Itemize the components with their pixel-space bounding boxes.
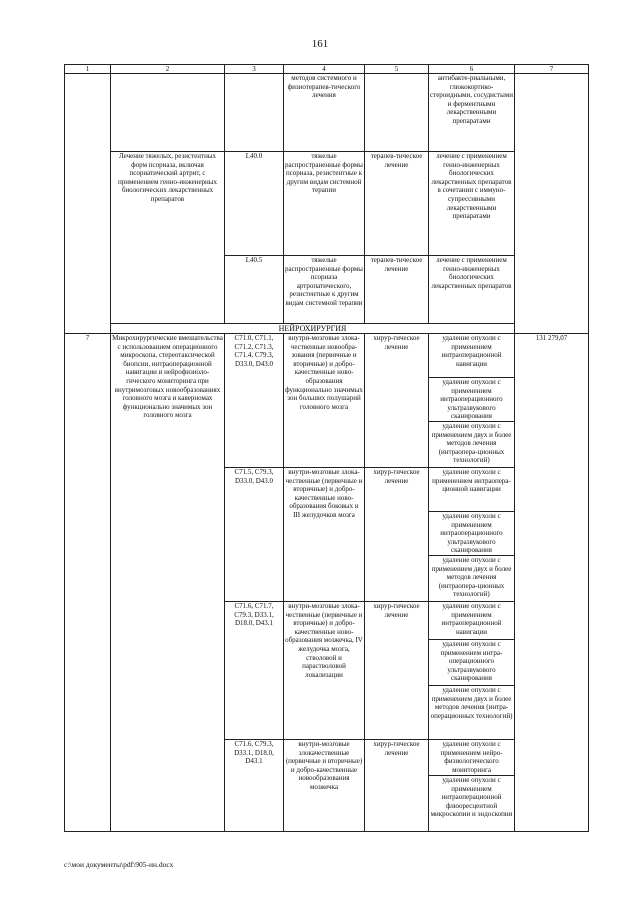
page-number: 161 bbox=[311, 38, 329, 50]
treatment-type: хирур-гическое лечение bbox=[365, 334, 429, 468]
table-row bbox=[65, 152, 589, 256]
method-cell: удаление опухоли с применением интра-операционного ультразвукового сканирования bbox=[429, 640, 515, 686]
icd-codes: C71.0, C71.1, C71.2, C71.3, C71.4, C79.3, D33.0, D43.0 bbox=[225, 334, 284, 468]
treatment-table bbox=[64, 64, 589, 832]
row-number: 7 bbox=[65, 334, 111, 832]
section-title: НЕЙРОХИРУРГИЯ bbox=[111, 324, 515, 334]
icd-codes: C71.5, C79.3, D33.0, D43.0 bbox=[225, 468, 284, 602]
treatment-type: терапев-тическое лечение bbox=[365, 256, 429, 324]
empty-cell bbox=[111, 74, 225, 152]
column-number: 1 bbox=[65, 65, 111, 74]
table-row bbox=[65, 74, 589, 152]
icd-codes: C71.6, C71.7, C79.3, D33.1, D18.0, D43.1 bbox=[225, 602, 284, 740]
method-cell: антибакте-риальными, глюкокортико-стероидными, сосудистыми и ферментными лекарственными препаратами bbox=[429, 74, 515, 152]
empty-cell bbox=[225, 74, 284, 152]
empty-cell bbox=[365, 74, 429, 152]
icd-codes: L40.5 bbox=[225, 256, 284, 324]
model-cell: внутри-мозговые злока-чественные (первичные и вторичные) и добро-качественные ново-образования боковых и III желудочков мозга bbox=[284, 468, 365, 602]
method-cell: удаление опухоли с применением двух и более методов лечения (интраопера-ционных технологий) bbox=[429, 556, 515, 602]
model-cell: тяжелые распространенные формы псориаза, резистентные к другим видам системной терапии bbox=[284, 152, 365, 256]
model-cell: тяжелые распространенные формы псориаза артропатического, резистентные к другим видам системной терапии bbox=[284, 256, 365, 324]
column-number: 6 bbox=[429, 65, 515, 74]
method-cell: удаление опухоли с применением нейро-физиологического мониторинга bbox=[429, 740, 515, 776]
model-cell: внутри-мозговые злока-чественные новообра-зования (первичные и вторичные) и добро-качественные ново-образования функционально значимых зон больших полушарий головного мозга bbox=[284, 334, 365, 468]
empty-cell bbox=[65, 74, 111, 334]
icd-codes: L40.0 bbox=[225, 152, 284, 256]
method-cell: удаление опухоли с применением интраоперационной навигации bbox=[429, 602, 515, 640]
column-number: 7 bbox=[515, 65, 589, 74]
treatment-name: Лечение тяжелых, резистентных форм псориаза, включая псориатический артрит, с применением генно-инженерных биологических лекарственных препаратов bbox=[111, 152, 225, 324]
method-cell: удаление опухоли с применением интраоперационного ультразвукового сканирования bbox=[429, 378, 515, 422]
document-path: c:\мои документы\pdf\905-ин.docx bbox=[64, 860, 174, 869]
method-cell: удаление опухоли с применением интраоперационной навигации bbox=[429, 334, 515, 378]
icd-codes: C71.6, C79.3, D33.1, D18.0, D43.1 bbox=[225, 740, 284, 832]
model-cell: внутри-мозговые злокачественные (первичные и вторичные) и добро-качественные новообразования мозжечка bbox=[284, 740, 365, 832]
method-cell: лечение с применением генно-инженерных биологических лекарственных препаратов bbox=[429, 256, 515, 324]
empty-cell bbox=[515, 74, 589, 334]
column-number: 4 bbox=[284, 65, 365, 74]
header-row bbox=[65, 65, 589, 74]
model-cell: методов системного и физиотерапев-тического лечения bbox=[284, 74, 365, 152]
method-cell: удаление опухоли с применением двух и более методов лечения (интра-операционных технологий) bbox=[429, 686, 515, 740]
treatment-type: хирур-гическое лечение bbox=[365, 740, 429, 832]
model-cell: внутри-мозговые злока-чественные (первичные и вторичные) и добро-качественные ново-образования мозжечка, IV желудочка мозга, стволовой и парастволовой локализации bbox=[284, 602, 365, 740]
method-cell: лечение с применением генно-инженерных биологических лекарственных препаратов в сочетании с иммуно-супрессивными лекарственными препаратами bbox=[429, 152, 515, 256]
section-row bbox=[65, 324, 589, 334]
column-number: 2 bbox=[111, 65, 225, 74]
column-number: 5 bbox=[365, 65, 429, 74]
method-cell: удаление опухоли с применением интраоперационного ультразвукового сканирования bbox=[429, 512, 515, 556]
treatment-type: хирур-гическое лечение bbox=[365, 602, 429, 740]
treatment-name: Микрохирургические вмешательства с использованием операционного микроскопа, стереотаксической биопсии, интраоперационной навигации и нейрофизиоло-гического мониторинга при внутримозговых новообразованиях головного мозга и каверномах функционально значимых зон головного мозга bbox=[111, 334, 225, 832]
column-number: 3 bbox=[225, 65, 284, 74]
method-cell: удаление опухоли с применением интраопера-ционной навигации bbox=[429, 468, 515, 512]
cost-cell: 131 279,07 bbox=[515, 334, 589, 832]
method-cell: удаление опухоли с применением двух и более методов лечения (интраопера-ционных технологий) bbox=[429, 422, 515, 468]
treatment-type: терапев-тическое лечение bbox=[365, 152, 429, 256]
method-cell: удаление опухоли с применением интраоперационной флюоресцентной микроскопии и эндоскопии bbox=[429, 776, 515, 832]
treatment-type: хирур-гическое лечение bbox=[365, 468, 429, 602]
table-row bbox=[65, 334, 589, 378]
